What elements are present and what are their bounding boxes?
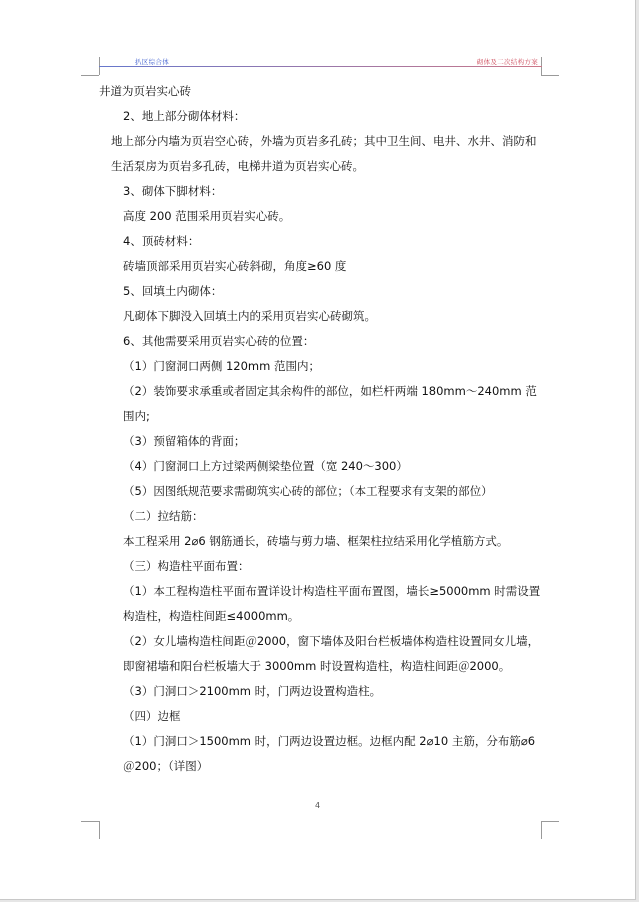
paragraph: 6、其他需要采用页岩实心砖的位置：: [123, 334, 315, 348]
paragraph: （三）构造柱平面布置：: [123, 559, 250, 573]
paragraph: 井道为页岩实心砖: [99, 84, 191, 98]
paragraph: 地上部分内墙为页岩空心砖，外墙为页岩多孔砖；其中卫生间、电井、水井、消防和生活泵房为页岩多孔砖，电梯井道为页岩实心砖。: [111, 134, 537, 173]
paragraph: 本工程采用 2⌀6 钢筋通长，砖墙与剪力墙、框架柱拉结采用化学植筋方式。: [123, 534, 509, 548]
paragraph: 砖墙顶部采用页岩实心砖斜砌，角度≥60 度: [123, 259, 347, 273]
header-right-text: 砌体及二次结构方案: [476, 58, 538, 66]
paragraph: （1）门窗洞口两侧 120mm 范围内；: [123, 359, 320, 373]
paragraph: （二）拉结筋：: [123, 509, 204, 523]
paragraph: 凡砌体下脚没入回填土内的采用页岩实心砖砌筑。: [123, 309, 376, 323]
paragraph: （1）门洞口＞1500mm 时，门两边设置边框。边框内配 2⌀10 主筋，分布筋⌀6＠200；（详图）: [123, 734, 536, 773]
paragraph: 2、地上部分砌体材料：: [123, 109, 246, 123]
paragraph: （3）门洞口＞2100mm 时，门两边设置构造柱。: [123, 684, 382, 698]
header-left-text: 扒区综合体: [135, 58, 169, 66]
paragraph: 5、回填土内砌体：: [123, 284, 223, 298]
paragraph: （3）预留箱体的背面；: [123, 434, 246, 448]
paragraph: 4、顶砖材料：: [123, 234, 200, 248]
paragraph: （1）本工程构造柱平面布置详设计构造柱平面布置图，墙长≥5000mm 时需设置构造柱，构造柱间距≤4000mm。: [123, 584, 541, 623]
paragraph: 3、砌体下脚材料：: [123, 184, 223, 198]
paragraph: （4）门窗洞口上方过梁两侧梁垫位置（宽 240～300）: [123, 459, 408, 473]
paragraph: （2）女儿墙构造柱间距＠2000，窗下墙体及阳台栏板墙体构造柱设置同女儿墙，即窗裙墙和阳台栏板墙大于 3000mm 时设置构造柱，构造柱间距＠2000。: [123, 634, 540, 673]
document-body: [99, 79, 544, 779]
paragraph: （四）边框: [123, 709, 181, 723]
header-divider: [99, 66, 542, 67]
paragraph: （2）装饰要求承重或者固定其余构件的部位，如栏杆两端 180mm～240mm 范围内;: [123, 384, 537, 423]
page-number: 4: [314, 801, 321, 810]
paragraph: （5）因图纸规范要求需砌筑实心砖的部位；（本工程要求有支架的部位）: [123, 484, 493, 498]
paragraph: 高度 200 范围采用页岩实心砖。: [123, 209, 291, 223]
